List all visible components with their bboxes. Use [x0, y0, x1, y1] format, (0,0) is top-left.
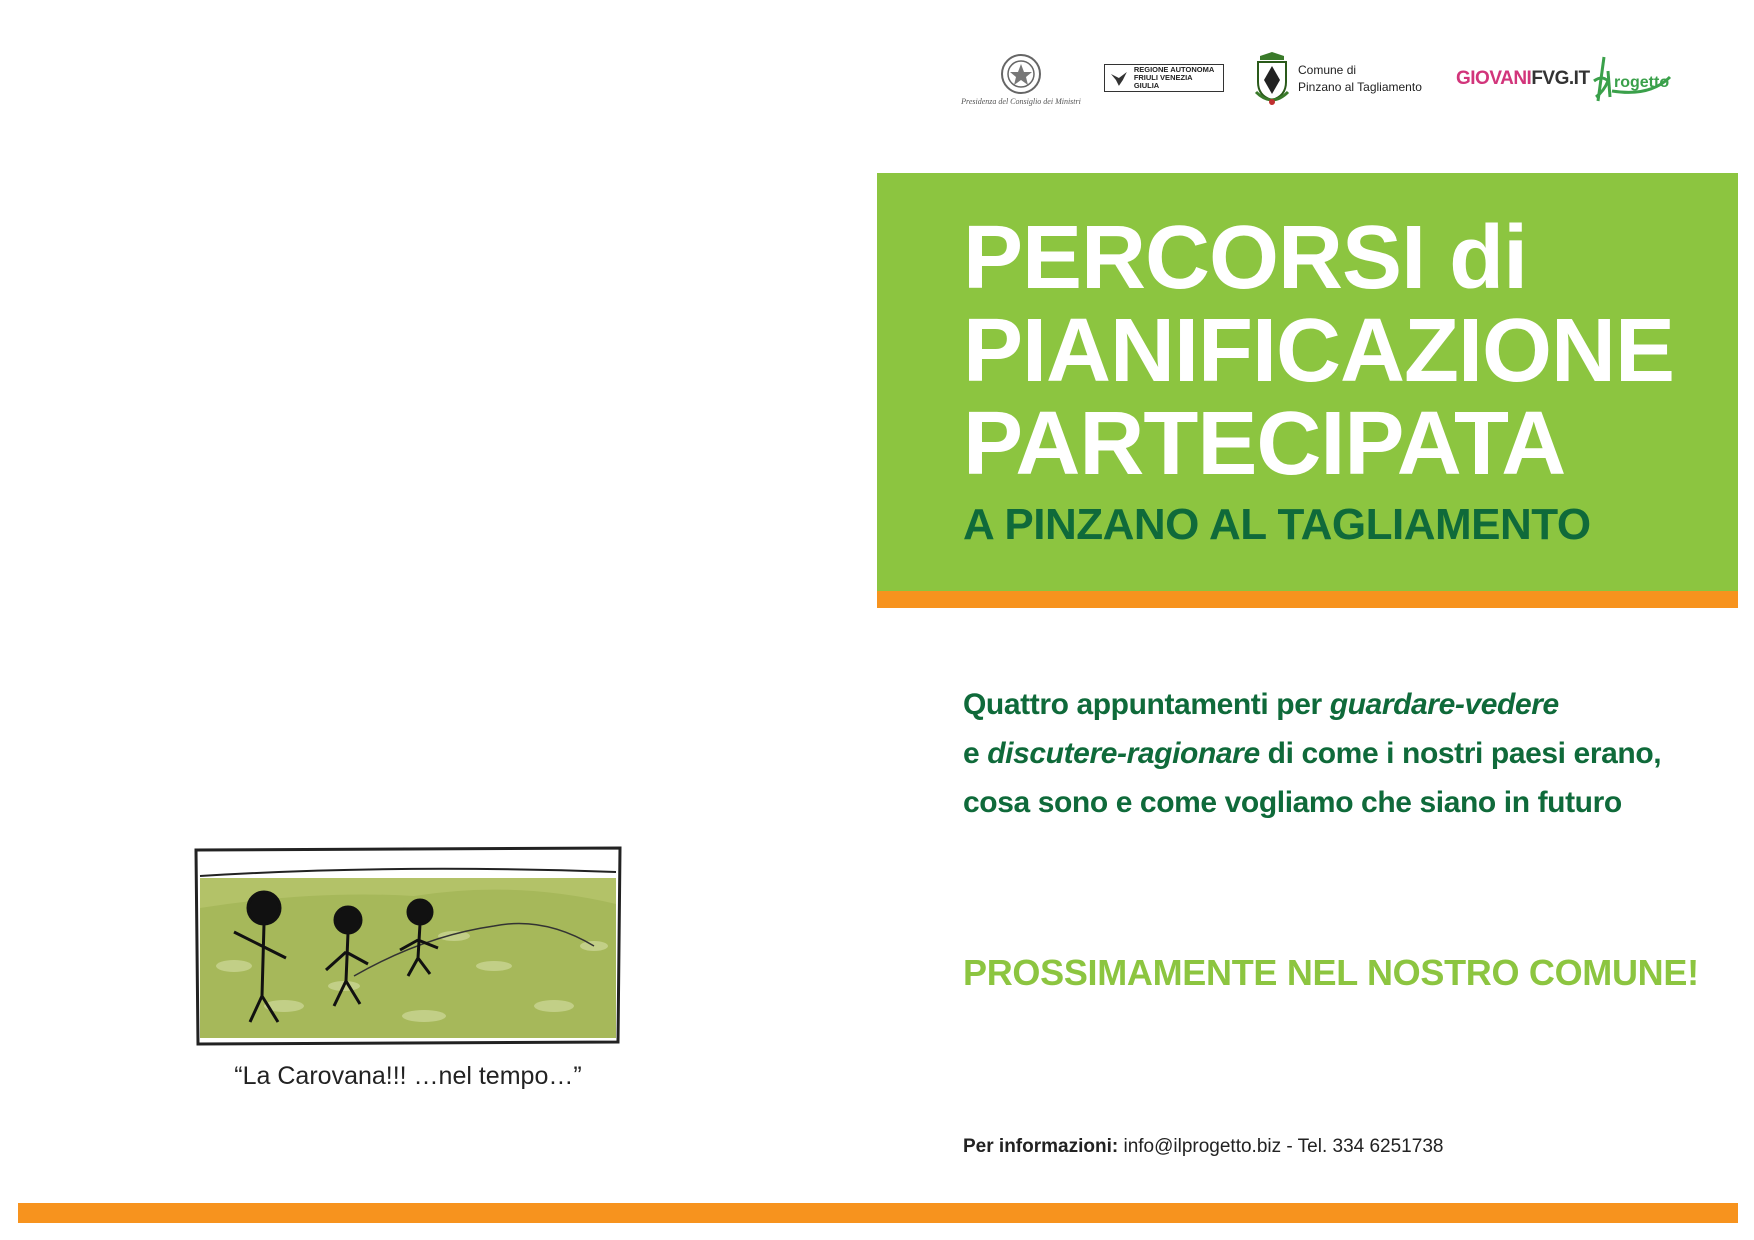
title-line-2: PIANIFICAZIONE	[963, 301, 1675, 401]
giovanifvg-logo	[1456, 48, 1590, 110]
description-emphasis: guardare-vedere	[1329, 688, 1559, 721]
ilprogetto-logo	[1590, 48, 1674, 110]
progetto-text: rogetto	[1614, 74, 1670, 91]
fvg-text: FVG.IT	[1531, 68, 1590, 89]
comune-line2: Pinzano al Tagliamento	[1298, 80, 1422, 94]
description	[963, 680, 1661, 827]
comune-name	[1298, 62, 1422, 96]
bottom-orange-bar	[18, 1203, 1738, 1223]
contact-label: Per informazioni:	[963, 1136, 1119, 1157]
child-drawing	[194, 846, 622, 1046]
regione-text: REGIONE AUTONOMA FRIULI VENEZIA GIULIA	[1133, 65, 1215, 90]
description-emphasis: discutere-ragionare	[987, 737, 1260, 770]
coat-of-arms-icon	[1252, 52, 1292, 106]
regione-fvg-logo	[1104, 64, 1224, 92]
ilprogetto-mark-icon	[1590, 51, 1674, 107]
orange-divider	[877, 591, 1738, 608]
description-line-1	[963, 680, 1661, 729]
italian-emblem-icon	[999, 52, 1043, 96]
drawing-caption: “La Carovana!!! …nel tempo…”	[234, 1062, 582, 1090]
description-text: di come i nostri paesi erano,	[1259, 737, 1662, 770]
eagle-icon	[1109, 68, 1129, 88]
contact-info	[963, 1136, 1443, 1158]
giovani-text: GIOVANI	[1456, 68, 1532, 89]
page-title	[963, 208, 1675, 494]
comune-line1: Comune di	[1298, 63, 1357, 77]
contact-value[interactable]: info@ilprogetto.biz - Tel. 334 6251738	[1118, 1136, 1444, 1157]
page-subtitle: A PINZANO AL TAGLIAMENTO	[963, 500, 1591, 549]
presidenza-caption: Presidenza del Consiglio dei Ministri	[961, 97, 1081, 106]
description-text: e	[963, 737, 988, 770]
comune-logo	[1252, 48, 1432, 110]
title-line-3: PARTECIPATA	[963, 394, 1566, 494]
description-line-3: cosa sono e come vogliamo che siano in futuro	[963, 786, 1622, 819]
presidenza-logo	[962, 48, 1080, 110]
title-line-1: PERCORSI di	[963, 208, 1528, 308]
description-text: Quattro appuntamenti per	[963, 688, 1330, 721]
description-line-2	[963, 729, 1661, 778]
announcement: PROSSIMAMENTE NEL NOSTRO COMUNE!	[963, 952, 1699, 993]
